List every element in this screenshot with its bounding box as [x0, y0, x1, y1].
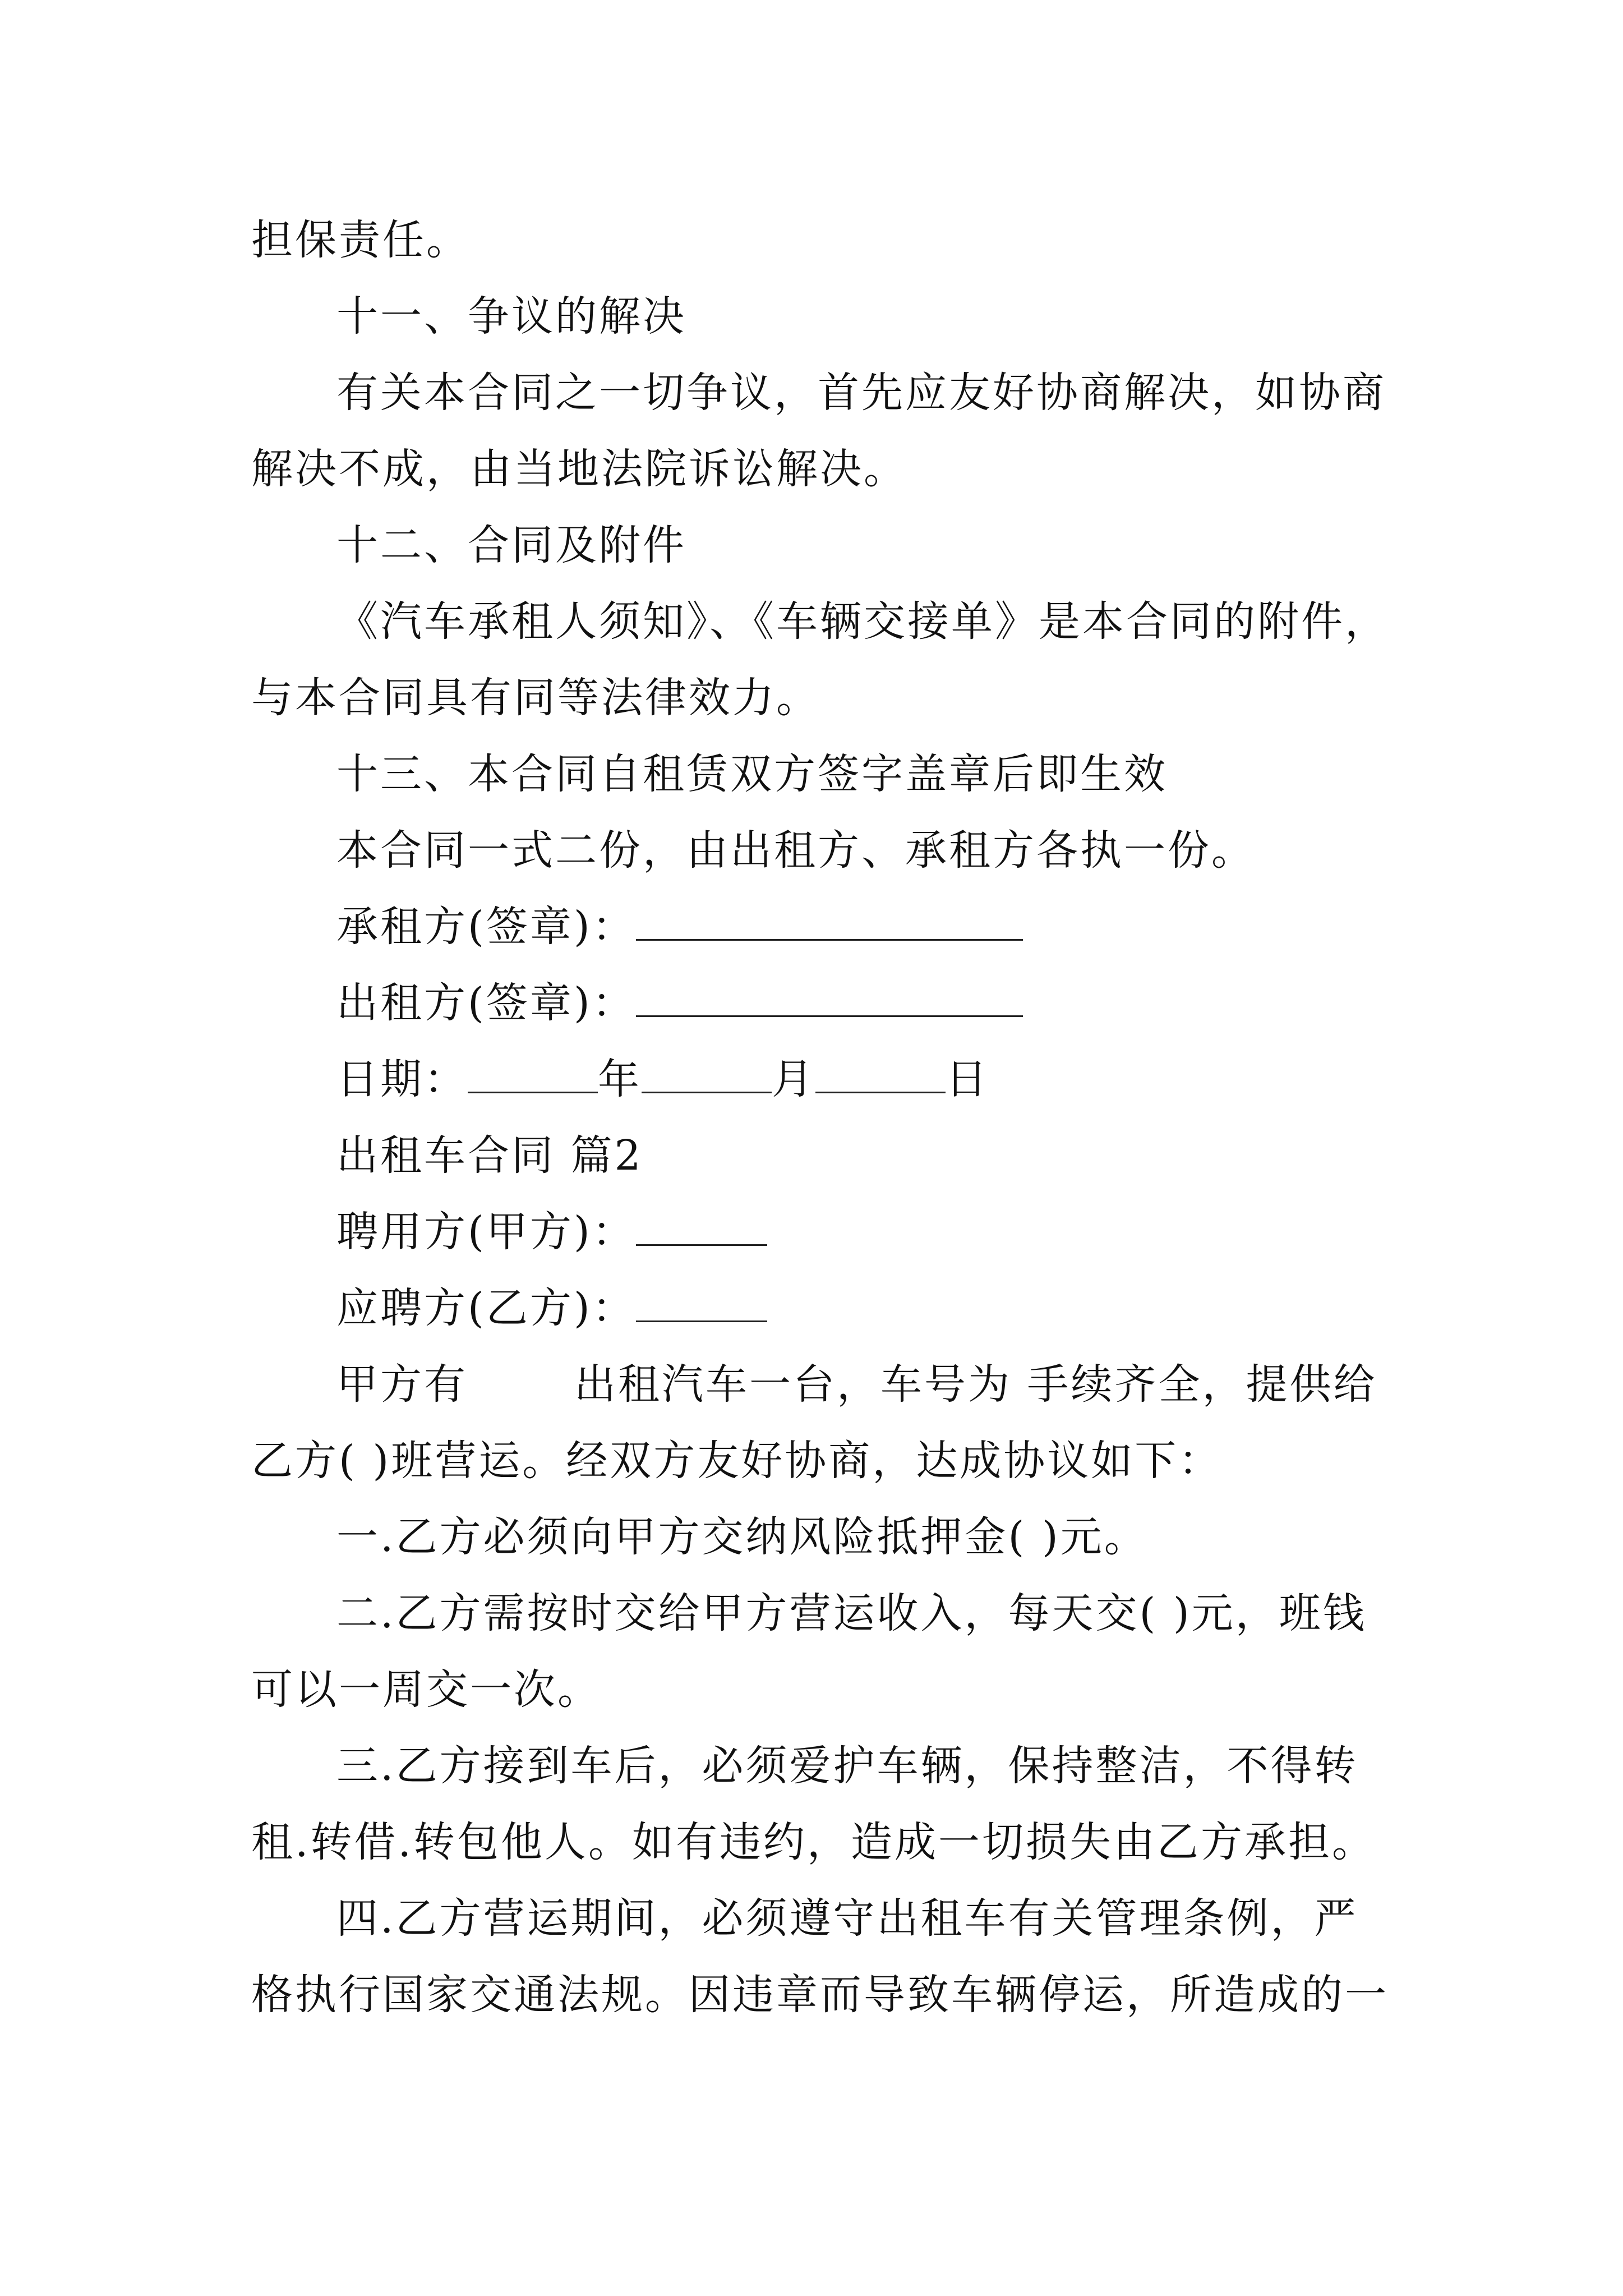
text-segment: 出租汽车一台，车号为 手续齐全，提供给: [574, 1360, 1377, 1409]
lessee-signature-blank[interactable]: [636, 898, 1023, 941]
text-line: 担保责任。: [251, 216, 470, 264]
section-heading: 十一、争议的解决: [336, 292, 686, 341]
text-segment: 甲方有: [336, 1360, 468, 1409]
clause-2: 二.乙方需按时交给甲方营运收入，每天交( )元，班钱: [336, 1589, 1367, 1637]
document-title: 出租车合同 篇2: [336, 1131, 643, 1180]
year-blank[interactable]: [468, 1050, 598, 1093]
text-line: [251, 1346, 1395, 1423]
employer-label: 聘用方(甲方)：: [336, 1208, 636, 1256]
date-label: 日期：: [336, 1055, 468, 1103]
month-blank[interactable]: [642, 1050, 772, 1093]
employer-blank[interactable]: [636, 1203, 767, 1246]
text-line: 《汽车承租人须知》、《车辆交接单》是本合同的附件，: [336, 597, 1389, 646]
text-line: 乙方( )班营运。经双方友好协商，达成协议如下：: [251, 1437, 1223, 1485]
lessee-signature-line: [251, 889, 1395, 965]
month-label: 月: [772, 1055, 815, 1103]
clause-1: 一.乙方必须向甲方交纳风险抵押金( )元。: [336, 1513, 1148, 1561]
day-blank[interactable]: [815, 1050, 946, 1093]
date-line: [251, 1041, 1395, 1117]
year-label: 年: [598, 1055, 642, 1103]
employee-line: [251, 1270, 1395, 1346]
clause-4: 四.乙方营运期间，必须遵守出租车有关管理条例，严: [336, 1894, 1358, 1943]
section-heading: 十二、合同及附件: [336, 521, 686, 569]
lessee-signature-label: 承租方(签章)：: [336, 903, 636, 951]
text-line: 解决不成，由当地法院诉讼解决。: [251, 445, 907, 493]
document-body: [251, 202, 1395, 2033]
text-line: 格执行国家交通法规。因违章而导致车辆停运，所造成的一: [251, 1971, 1389, 2019]
lessor-signature-line: [251, 965, 1395, 1041]
lessor-signature-blank[interactable]: [636, 974, 1023, 1017]
employee-blank[interactable]: [636, 1279, 767, 1322]
employer-line: [251, 1194, 1395, 1270]
lessor-signature-label: 出租方(签章)：: [336, 979, 636, 1027]
section-heading: 十三、本合同自租赁双方签字盖章后即生效: [336, 750, 1168, 798]
day-label: 日: [946, 1055, 989, 1103]
text-line: 本合同一式二份，由出租方、承租方各执一份。: [336, 826, 1255, 875]
employee-label: 应聘方(乙方)：: [336, 1284, 636, 1332]
text-line: 可以一周交一次。: [251, 1665, 601, 1714]
text-line: 有关本合同之一切争议，首先应友好协商解决，如协商: [336, 369, 1386, 417]
text-line: 租.转借.转包他人。如有违约，造成一切损失由乙方承担。: [251, 1818, 1376, 1866]
text-line: 与本合同具有同等法律效力。: [251, 674, 820, 722]
clause-3: 三.乙方接到车后，必须爱护车辆，保持整洁，不得转: [336, 1742, 1358, 1790]
